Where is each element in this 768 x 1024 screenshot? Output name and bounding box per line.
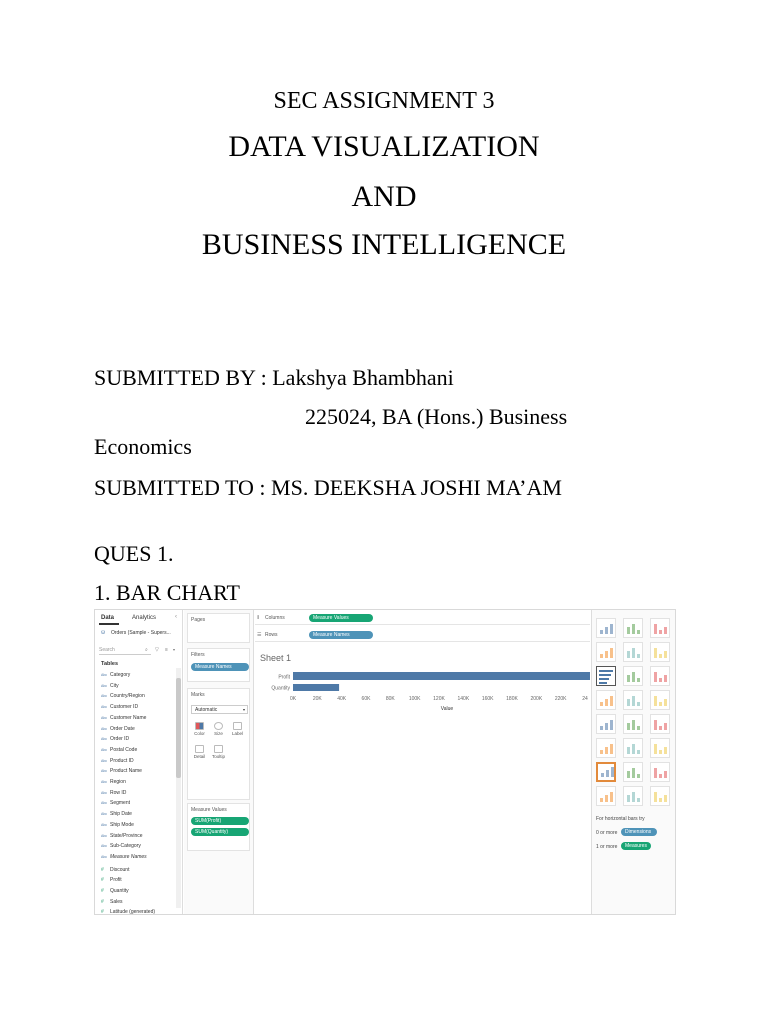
tableau-screenshot <box>94 609 676 915</box>
packed-bubbles-icon[interactable] <box>650 786 670 806</box>
heat-map-icon[interactable] <box>623 618 643 638</box>
field-label: Row ID <box>110 789 127 796</box>
datasource-icon: ⛁ <box>101 630 106 636</box>
assignment-number: SEC ASSIGNMENT 3 <box>273 88 495 114</box>
scrollbar[interactable] <box>176 668 181 908</box>
field-label: Category <box>110 672 131 678</box>
treemap-icon[interactable] <box>596 690 616 710</box>
submitted-to: SUBMITTED TO : MS. DEEKSHA JOSHI MA’AM <box>94 475 562 500</box>
tab-analytics[interactable]: Analytics <box>132 615 157 621</box>
chevron-down-icon: ▾ <box>242 707 245 712</box>
x-tick-label: 20K <box>312 696 322 702</box>
dimension-field[interactable] <box>101 672 130 678</box>
field-label: Order Date <box>110 725 135 732</box>
columns-pill[interactable]: Measure Values <box>309 614 373 622</box>
roll-and-course: 225024, BA (Hons.) Business <box>305 404 568 429</box>
bar-quantity[interactable] <box>293 684 339 691</box>
data-pane <box>95 610 183 915</box>
x-tick-label: 180K <box>506 696 518 702</box>
field-label: Ship Mode <box>110 821 134 828</box>
size-label: Size <box>214 731 223 736</box>
field-label: State/Province <box>110 832 143 839</box>
dimension-field[interactable] <box>101 715 146 721</box>
search-input[interactable] <box>99 647 151 655</box>
stacked-bars-icon[interactable] <box>623 666 643 686</box>
scatter-plot-icon[interactable] <box>596 762 616 782</box>
dimension-icon: Abc <box>101 790 108 795</box>
rows-icon: ☰ <box>257 632 262 638</box>
category-label: Quantity <box>271 685 290 692</box>
dimension-field[interactable] <box>101 800 130 806</box>
mark-type-select[interactable] <box>191 705 248 714</box>
columns-icon: ⦀ <box>257 615 260 621</box>
field-label: Sales <box>110 898 123 905</box>
filter-icon[interactable]: ▽ <box>155 647 159 653</box>
gantt-chart-icon[interactable] <box>596 786 616 806</box>
measure-icon: # <box>101 877 104 884</box>
area-continuous-icon[interactable] <box>596 738 616 758</box>
shelves-column <box>184 610 254 915</box>
side-by-side-circles-icon[interactable] <box>650 690 670 710</box>
title-line-3: BUSINESS INTELLIGENCE <box>201 228 567 261</box>
x-tick-label: 140K <box>457 696 470 702</box>
hint-dimensions-count: 0 or more <box>596 830 618 836</box>
circle-views-icon[interactable] <box>623 690 643 710</box>
dimension-field[interactable] <box>101 747 137 753</box>
x-tick-label: 160K <box>481 696 494 702</box>
question-label: QUES 1. <box>94 541 174 566</box>
measure-pill-profit[interactable]: SUM(Profit) <box>191 817 249 825</box>
measure-field[interactable] <box>101 909 155 915</box>
dimension-icon: Abc <box>101 769 108 774</box>
chevron-down-icon[interactable]: ▾ <box>173 647 176 652</box>
x-tick-label: 40K <box>337 696 347 702</box>
field-label: Measure Names <box>110 853 147 860</box>
measure-icon: # <box>101 866 104 873</box>
dimension-icon: Abc <box>101 715 108 720</box>
hint-dimensions-pill: Dimensions <box>621 828 657 836</box>
lines-continuous-icon[interactable] <box>596 714 616 734</box>
dimension-field[interactable] <box>101 768 142 774</box>
dimension-field[interactable] <box>101 758 134 764</box>
filled-map-icon[interactable] <box>623 642 643 662</box>
detail-button[interactable] <box>191 745 208 761</box>
dimension-field[interactable] <box>101 854 147 860</box>
bar-chart <box>255 648 590 728</box>
dimension-icon: Abc <box>101 812 108 817</box>
field-label: Region <box>110 779 126 785</box>
field-label: Ship Date <box>110 811 132 818</box>
area-discrete-icon[interactable] <box>623 738 643 758</box>
x-tick-label: 100K <box>408 696 421 702</box>
dimension-field[interactable] <box>101 822 134 828</box>
scrollbar-thumb[interactable] <box>176 678 181 778</box>
sheet-title: Sheet 1 <box>260 653 292 663</box>
measure-field[interactable] <box>101 877 122 883</box>
field-label: Quantity <box>110 888 129 894</box>
course-continuation: Economics <box>94 434 192 459</box>
dimension-icon: Abc <box>101 801 108 806</box>
x-tick-label: 24 <box>582 696 588 702</box>
dimension-icon: Abc <box>101 780 108 784</box>
rows-pill[interactable]: Measure Names <box>309 631 373 639</box>
measure-icon: # <box>101 898 104 905</box>
hint-measures-pill: Measures <box>621 842 651 850</box>
field-label: Discount <box>110 866 130 873</box>
search-icon[interactable]: ⌕ <box>145 647 148 653</box>
list-view-icon[interactable]: ≡ <box>165 647 168 653</box>
measure-field[interactable] <box>101 899 123 905</box>
title-line-2: AND <box>351 180 417 213</box>
pages-label: Pages <box>191 617 206 623</box>
measure-values-card <box>187 803 250 851</box>
histogram-icon[interactable] <box>623 762 643 782</box>
show-me-panel <box>591 610 676 915</box>
dimension-icon: Abc <box>101 822 108 827</box>
field-label: Customer ID <box>110 704 139 711</box>
marks-label: Marks <box>191 692 205 698</box>
x-tick-label: 120K <box>433 696 445 702</box>
measure-icon: # <box>101 888 104 894</box>
box-and-whisker-icon[interactable] <box>650 762 670 782</box>
measure-field[interactable] <box>101 867 129 873</box>
field-label: Latitude (generated) <box>110 909 156 915</box>
columns-label: Columns <box>265 615 285 621</box>
dimension-field[interactable] <box>101 779 126 785</box>
x-tick-label: 200K <box>530 696 543 702</box>
collapse-icon[interactable]: ‹ <box>175 614 177 620</box>
dimension-icon: Abc <box>101 705 108 710</box>
title-line-1: DATA VISUALIZATION <box>228 130 540 163</box>
size-button[interactable] <box>210 722 227 738</box>
field-label: Customer Name <box>110 714 147 721</box>
marks-card <box>187 688 250 800</box>
tables-header: Tables <box>101 661 119 667</box>
color-button[interactable] <box>191 722 208 738</box>
dimension-icon: Abc <box>101 683 108 688</box>
field-label: Product Name <box>110 768 142 775</box>
x-axis-label: Value <box>440 706 454 712</box>
text-table-icon[interactable] <box>596 618 616 638</box>
dimension-field[interactable] <box>101 726 135 732</box>
filter-pill[interactable]: Measure Names <box>191 663 249 671</box>
mark-type-value: Automatic <box>195 707 218 713</box>
label-button[interactable] <box>229 722 246 738</box>
field-label: Product ID <box>110 757 134 764</box>
dual-lines-icon[interactable] <box>650 714 670 734</box>
pie-chart-icon[interactable] <box>650 642 670 662</box>
x-tick-label: 60K <box>361 696 371 702</box>
rows-shelf[interactable] <box>255 629 590 642</box>
filters-label: Filters <box>191 652 205 658</box>
dimension-icon: Abc <box>101 737 108 742</box>
dimension-field[interactable] <box>101 790 126 796</box>
measure-icon: # <box>101 909 104 915</box>
dimension-icon: Abc <box>101 854 108 859</box>
search-placeholder: Search <box>99 647 115 653</box>
dimension-icon: Abc <box>101 844 108 849</box>
field-label: Sub-Category <box>110 843 141 850</box>
hint-text: For horizontal bars try <box>596 816 645 822</box>
side-by-side-bars-icon[interactable] <box>650 666 670 686</box>
symbol-map-icon[interactable] <box>596 642 616 662</box>
bar-profit[interactable] <box>293 672 590 680</box>
filters-card[interactable] <box>187 648 250 682</box>
measure-values-label: Measure Values <box>191 807 227 813</box>
horizontal-bars-icon[interactable] <box>596 666 616 686</box>
worksheet-canvas <box>255 610 590 915</box>
x-tick-label: 0K <box>289 696 297 702</box>
category-label: Profit <box>278 674 290 681</box>
dimension-field[interactable] <box>101 693 145 699</box>
pages-card[interactable] <box>187 613 250 643</box>
dimension-field[interactable] <box>101 736 129 742</box>
columns-shelf[interactable] <box>255 612 590 625</box>
field-label: Country/Region <box>110 693 145 700</box>
dimension-icon: Abc <box>101 673 108 677</box>
tooltip-button[interactable] <box>210 745 227 761</box>
tab-data[interactable]: Data <box>101 615 115 621</box>
label-label: Label <box>231 731 243 736</box>
field-label: Postal Code <box>110 746 138 753</box>
section-heading: 1. BAR CHART <box>94 580 240 605</box>
detail-label: Detail <box>193 754 206 759</box>
measure-field[interactable] <box>101 888 129 894</box>
datasource-name[interactable]: Orders (Sample - Supers... <box>111 630 171 636</box>
field-label: Profit <box>110 877 122 884</box>
tooltip-label: Tooltip <box>211 754 225 759</box>
color-label: Color <box>194 731 205 736</box>
submitted-by: SUBMITTED BY : Lakshya Bhambhani <box>94 365 454 390</box>
dimension-icon: Abc <box>101 758 108 763</box>
dimension-icon: Abc <box>101 747 108 752</box>
measure-pill-quantity[interactable]: SUM(Quantity) <box>191 828 249 836</box>
show-me-hint <box>596 816 645 822</box>
dimension-field[interactable] <box>101 704 138 710</box>
dimension-icon: Abc <box>101 694 108 699</box>
field-label: Order ID <box>110 736 130 743</box>
dimension-icon: Abc <box>101 726 108 731</box>
dimension-icon: Abc <box>101 833 108 838</box>
dimension-field[interactable] <box>101 833 143 839</box>
field-label: City <box>110 682 119 689</box>
active-tab-indicator <box>99 623 119 625</box>
dimension-field[interactable] <box>101 843 141 849</box>
bullet-graph-icon[interactable] <box>623 786 643 806</box>
rows-label: Rows <box>265 632 278 638</box>
dual-combination-icon[interactable] <box>650 738 670 758</box>
field-label: Segment <box>110 800 131 807</box>
hint-measures-count: 1 or more <box>596 844 618 850</box>
highlight-table-icon[interactable] <box>650 618 670 638</box>
dimension-field[interactable] <box>101 811 132 817</box>
dimension-field[interactable] <box>101 683 119 689</box>
x-tick-label: 80K <box>385 696 395 702</box>
x-tick-label: 220K <box>554 696 567 702</box>
lines-discrete-icon[interactable] <box>623 714 643 734</box>
